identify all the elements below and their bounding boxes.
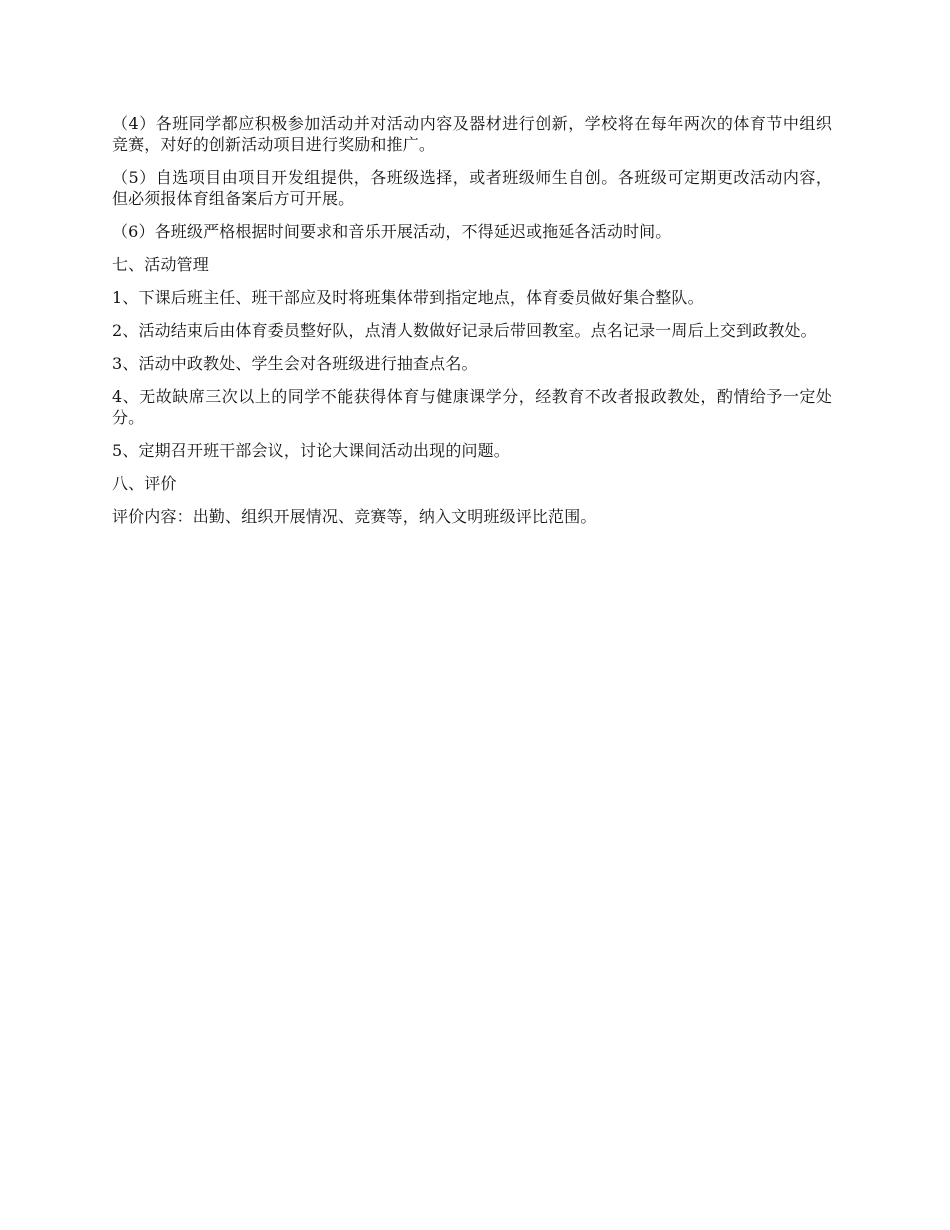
management-item-3: 3、活动中政教处、学生会对各班级进行抽查点名。 bbox=[112, 354, 478, 373]
paragraph-item-6: （6）各班级严格根据时间要求和音乐开展活动，不得延迟或拖延各活动时间。 bbox=[112, 222, 672, 241]
management-item-4: 4、无故缺席三次以上的同学不能获得体育与健康课学分，经教育不改者报政教处，酌情给予一定处分。 bbox=[112, 387, 832, 427]
management-item-1: 1、下课后班主任、班干部应及时将班集体带到指定地点，体育委员做好集合整队。 bbox=[112, 288, 704, 307]
section-heading-evaluation: 八、评价 bbox=[112, 474, 177, 493]
management-item-2: 2、活动结束后由体育委员整好队，点清人数做好记录后带回教室。点名记录一周后上交到政教处。 bbox=[112, 321, 817, 340]
management-item-5: 5、定期召开班干部会议，讨论大课间活动出现的问题。 bbox=[112, 441, 510, 460]
evaluation-content: 评价内容：出勤、组织开展情况、竞赛等，纳入文明班级评比范围。 bbox=[112, 507, 597, 526]
document-body bbox=[112, 113, 832, 539]
paragraph-item-5: （5）自选项目由项目开发组提供，各班级选择，或者班级师生自创。各班级可定期更改活动内容，但必须报体育组备案后方可开展。 bbox=[112, 168, 832, 208]
section-heading-activity-management: 七、活动管理 bbox=[112, 255, 209, 274]
paragraph-item-4: （4）各班同学都应积极参加活动并对活动内容及器材进行创新，学校将在每年两次的体育节中组织竞赛，对好的创新活动项目进行奖励和推广。 bbox=[112, 114, 832, 154]
